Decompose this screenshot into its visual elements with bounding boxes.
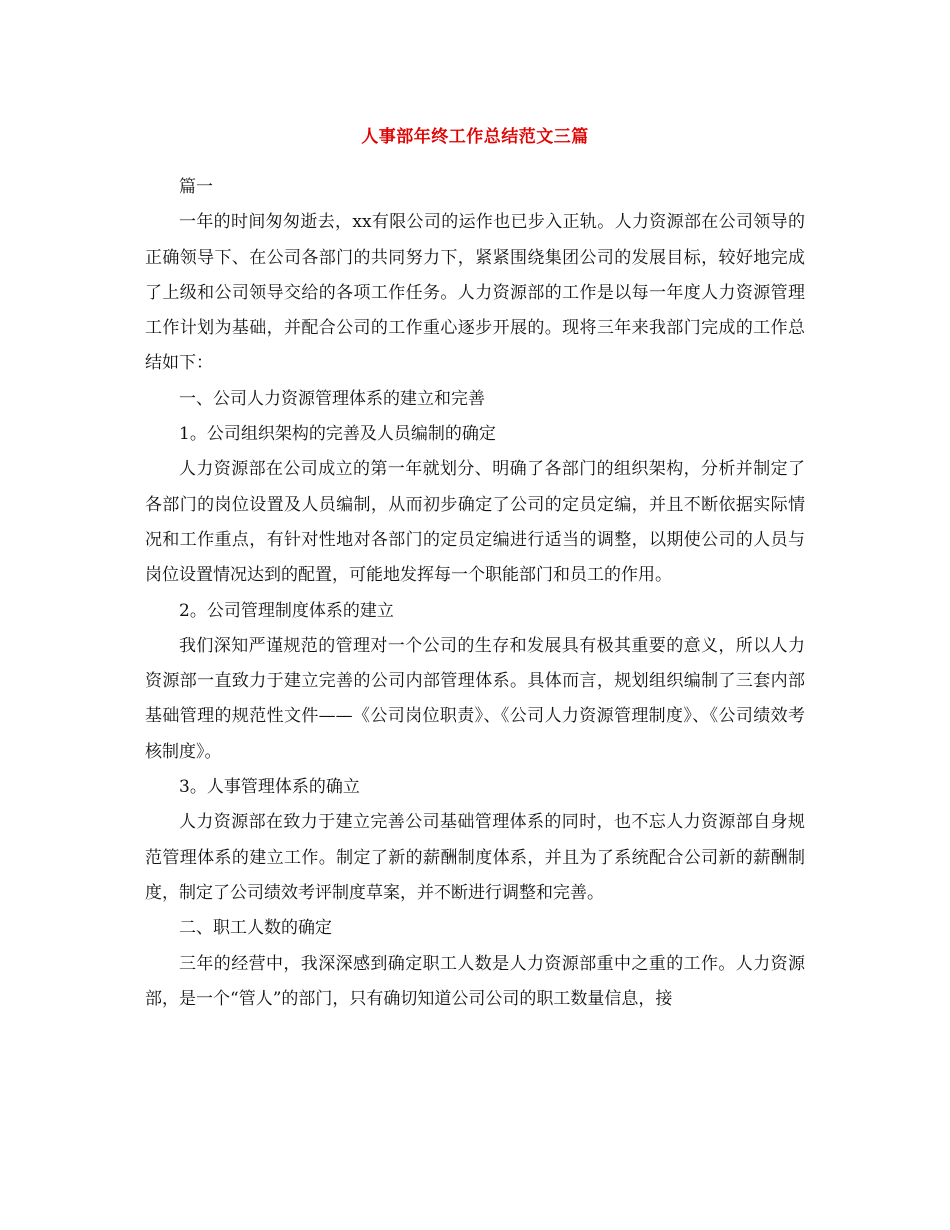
document-title: 人事部年终工作总结范文三篇 <box>361 127 589 147</box>
section-heading: 篇一 <box>179 177 213 197</box>
section-heading: 一、公司人力资源管理体系的建立和完善 <box>179 388 485 409</box>
subsection-heading: 2。公司管理制度体系的建立 <box>179 600 394 621</box>
document-body <box>145 170 805 1017</box>
subsection-heading: 1。公司组织架构的完善及人员编制的确定 <box>179 424 496 445</box>
body-paragraph: 一年的时间匆匆逝去，xx有限公司的运作也已步入正轨。人力资源部在公司领导的正确领导下、在公司各部门的共同努力下，紧紧围绕集团公司的发展目标，较好地完成了上级和公司领导交给的各项工作任务。人力资源部的工作是以每一年度人力资源管理工作计划为基础，并配合公司的工作重心逐步开展的。现将三年来我部门完成的工作总结如下： <box>145 212 805 374</box>
body-paragraph: 人力资源部在致力于建立完善公司基础管理体系的同时，也不忘人力资源部自身规范管理体系的建立工作。制定了新的薪酬制度体系，并且为了系统配合公司新的薪酬制度，制定了公司绩效考评制度草案，并不断进行调整和完善。 <box>145 812 805 903</box>
section-heading: 二、职工人数的确定 <box>179 918 332 939</box>
document-page <box>145 0 805 1230</box>
body-paragraph: 三年的经营中，我深深感到确定职工人数是人力资源部重中之重的工作。人力资源部，是一个“管人”的部门，只有确切知道公司公司的职工数量信息，接 <box>145 953 805 1009</box>
body-paragraph: 人力资源部在公司成立的第一年就划分、明确了各部门的组织架构，分析并制定了各部门的岗位设置及人员编制，从而初步确定了公司的定员定编，并且不断依据实际情况和工作重点，有针对性地对各部门的定员定编进行适当的调整，以期使公司的人员与岗位设置情况达到的配置，可能地发挥每一个职能部门和员工的作用。 <box>145 459 805 586</box>
body-paragraph: 我们深知严谨规范的管理对一个公司的生存和发展具有极其重要的意义，所以人力资源部一直致力于建立完善的公司内部管理体系。具体而言，规划组织编制了三套内部基础管理的规范性文件——《公司岗位职责》、《公司人力资源管理制度》、《公司绩效考核制度》。 <box>145 635 805 762</box>
subsection-heading: 3。人事管理体系的确立 <box>179 777 360 798</box>
